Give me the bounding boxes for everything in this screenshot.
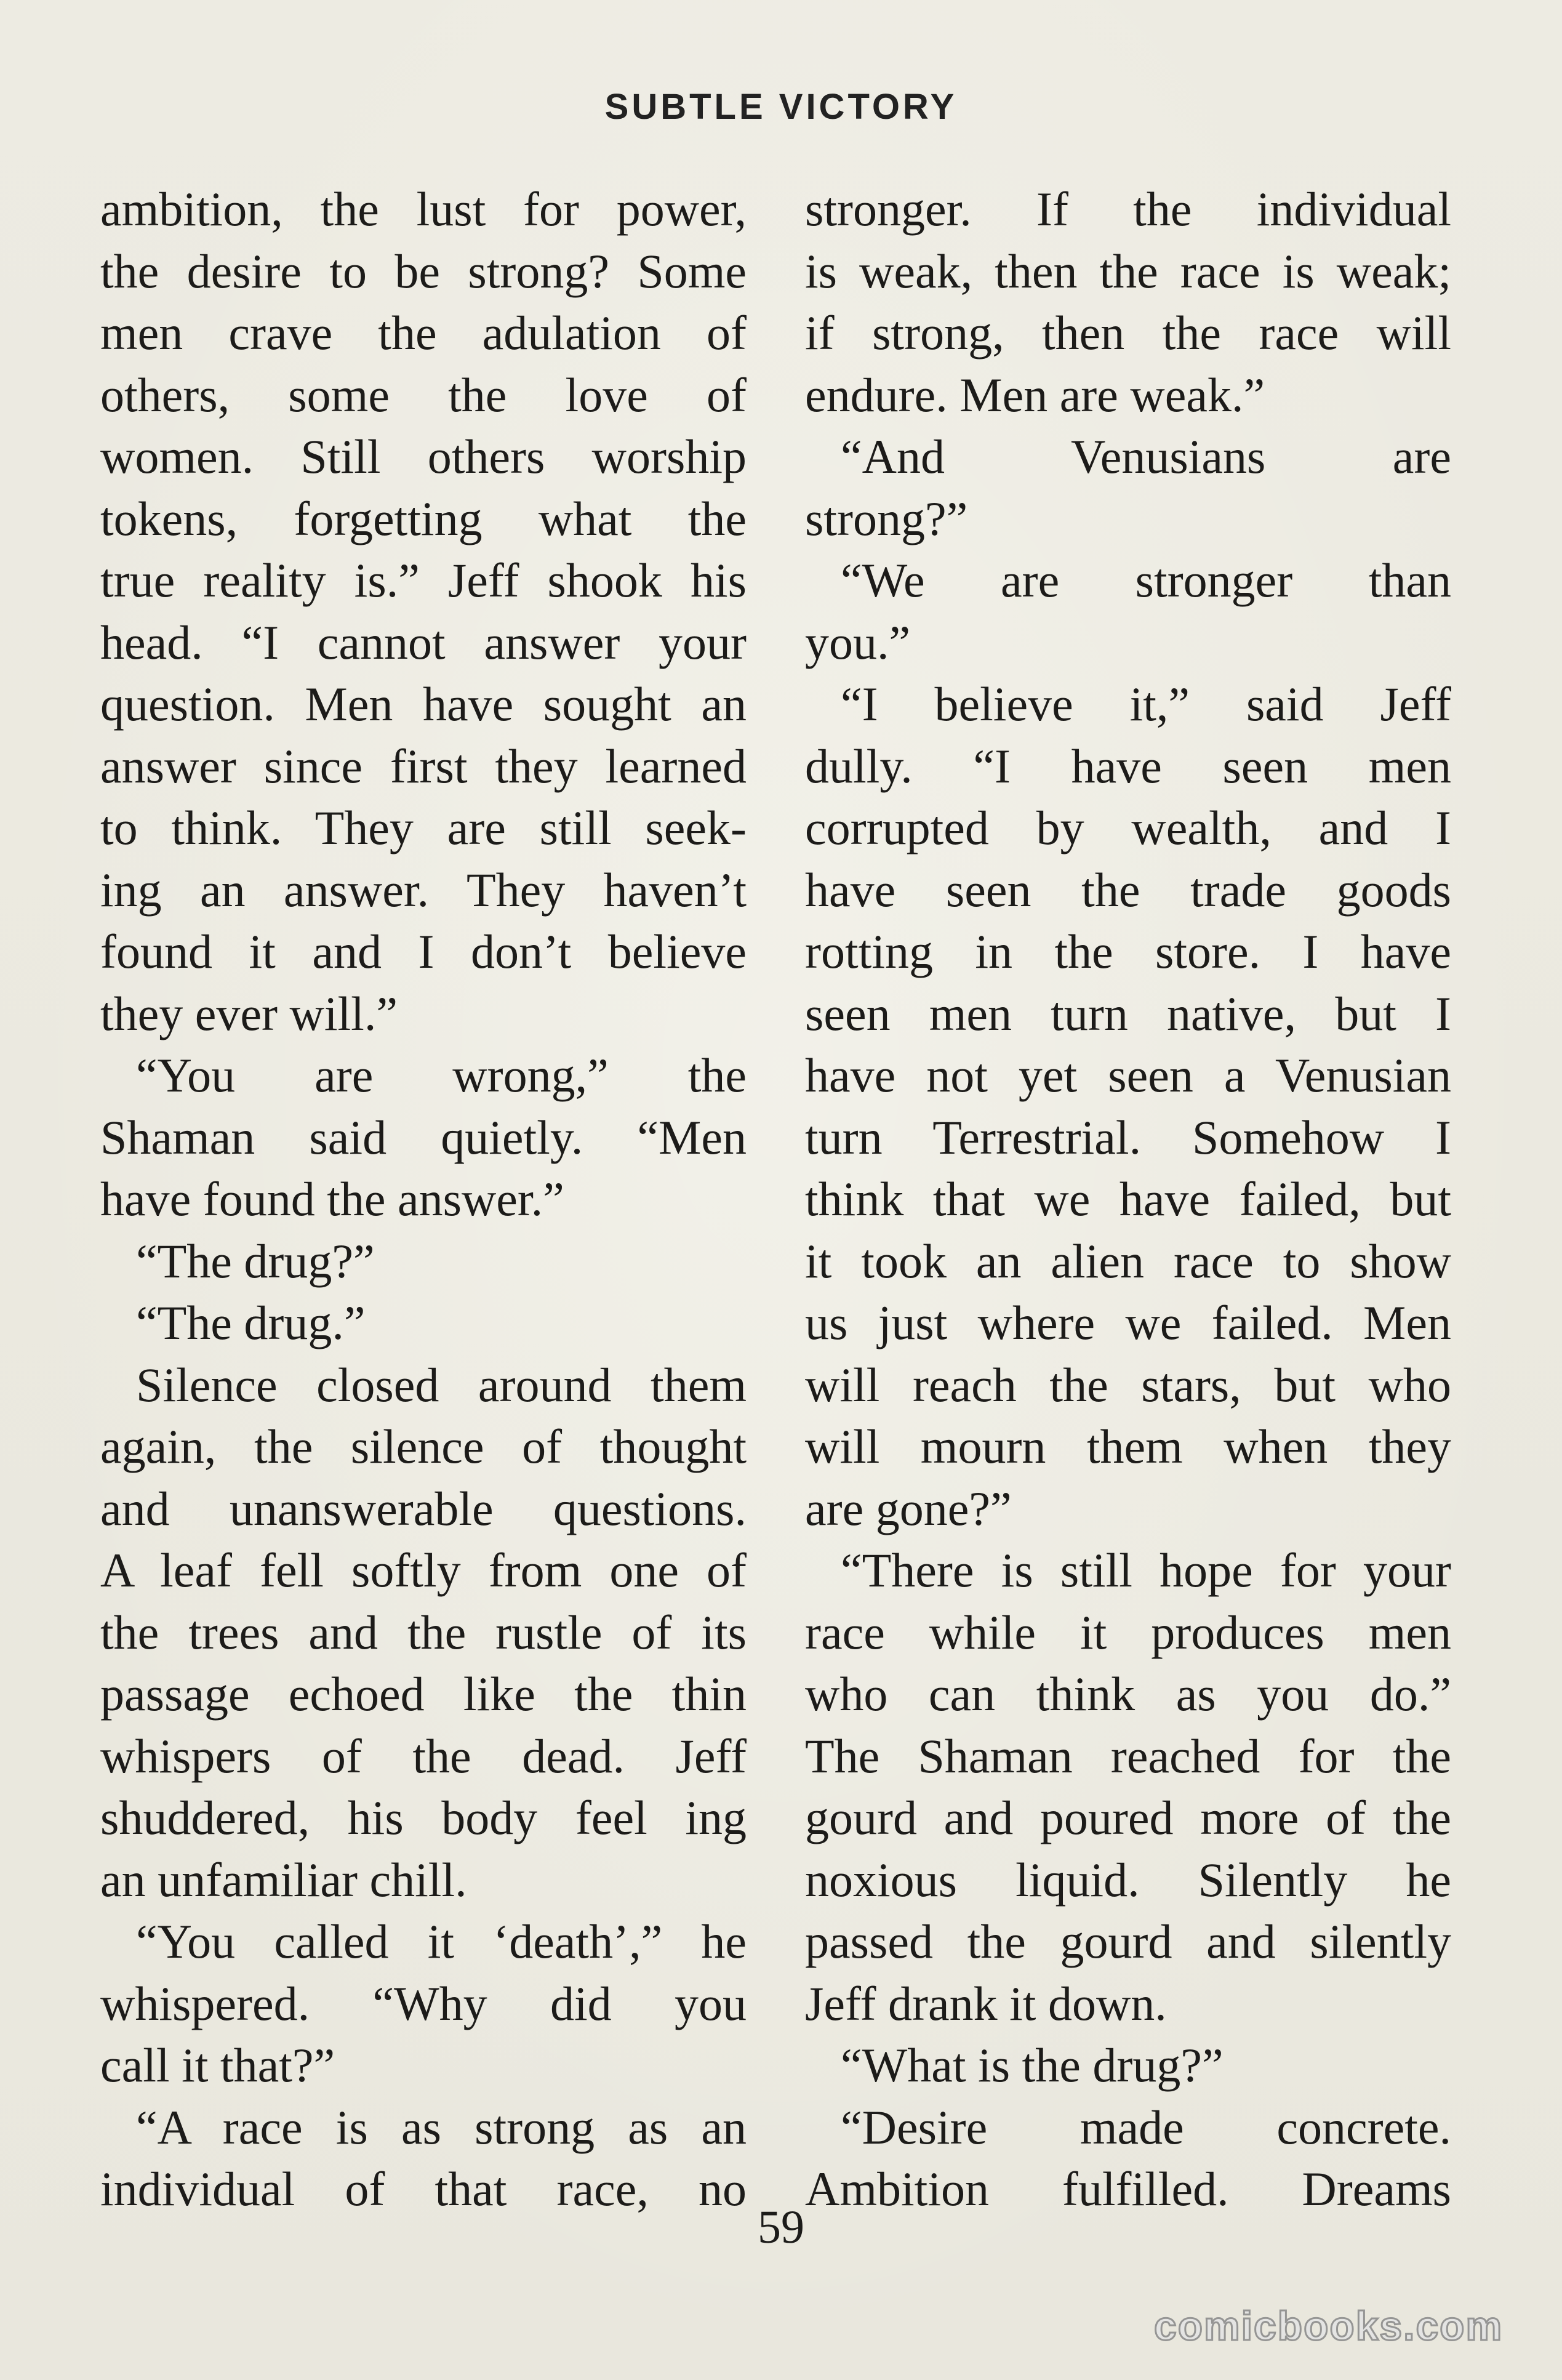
- text-line: us just where we failed. Men: [805, 1296, 1451, 1349]
- text-line: have not yet seen a Venusian: [805, 1048, 1451, 1102]
- text-line: it took an alien race to show: [805, 1234, 1451, 1288]
- text-line: you.”: [805, 615, 911, 669]
- text-line: whispered. “Why did you: [100, 1976, 747, 2030]
- text-line: will mourn them when they: [805, 1420, 1451, 1473]
- text-line: “There is still hope for your: [841, 1543, 1451, 1597]
- text-line: found it and I don’t believe: [100, 925, 747, 978]
- text-line: answer since first they learned: [100, 739, 747, 793]
- page-number: 59: [758, 2201, 804, 2253]
- text-line: ing an answer. They haven’t: [100, 862, 747, 917]
- text-line: have found the answer.”: [100, 1172, 564, 1226]
- text-line: gourd and poured more of the: [805, 1791, 1451, 1844]
- text-line: others, some the love of: [100, 368, 747, 422]
- text-line: head. “I cannot answer your: [100, 615, 747, 669]
- text-line: again, the silence of thought: [100, 1420, 747, 1473]
- text-line: strong?”: [805, 491, 968, 545]
- text-line: an unfamiliar chill.: [100, 1852, 467, 1907]
- text-line: whispers of the dead. Jeff: [100, 1729, 747, 1783]
- text-line: race while it produces men: [805, 1605, 1451, 1659]
- text-column-left: [100, 179, 747, 2221]
- text-line: shuddered, his body feel ing: [100, 1791, 747, 1844]
- text-line: the desire to be strong? Some: [100, 244, 747, 298]
- text-line: Silence closed around them: [136, 1357, 747, 1412]
- text-line: if strong, then the race will: [805, 306, 1451, 360]
- text-line: tokens, forgetting what the: [100, 491, 747, 545]
- text-line: passage echoed like the thin: [100, 1667, 747, 1721]
- text-line: A leaf fell softly from one of: [100, 1543, 747, 1597]
- text-line: ambition, the lust for power,: [100, 182, 747, 236]
- text-line: “You are wrong,” the: [136, 1048, 747, 1102]
- text-line: men crave the adulation of: [100, 306, 747, 360]
- text-line: they ever will.”: [100, 986, 398, 1040]
- text-line: Jeff drank it down.: [805, 1976, 1167, 2030]
- text-line: noxious liquid. Silently he: [805, 1852, 1451, 1907]
- text-line: will reach the stars, but who: [805, 1357, 1451, 1412]
- text-line: passed the gourd and silently: [805, 1915, 1451, 1968]
- text-line: corrupted by wealth, and I: [805, 801, 1451, 854]
- text-line: have seen the trade goods: [805, 862, 1451, 917]
- text-line: “Desire made concrete.: [841, 2100, 1451, 2154]
- text-line: the trees and the rustle of its: [100, 1605, 747, 1659]
- text-line: think that we have failed, but: [805, 1172, 1451, 1226]
- text-line: true reality is.” Jeff shook his: [100, 553, 747, 607]
- text-line: who can think as you do.”: [805, 1667, 1451, 1721]
- text-line: “A race is as strong as an: [136, 2100, 747, 2154]
- text-line: “And Venusians are: [841, 430, 1451, 483]
- text-line: turn Terrestrial. Somehow I: [805, 1110, 1451, 1164]
- text-line: dully. “I have seen men: [805, 739, 1451, 793]
- text-line: seen men turn native, but I: [805, 986, 1451, 1040]
- text-line: and unanswerable questions.: [100, 1481, 747, 1535]
- text-line: are gone?”: [805, 1481, 1012, 1535]
- text-line: “What is the drug?”: [841, 2038, 1224, 2092]
- text-line: “The drug?”: [136, 1234, 375, 1288]
- text-line: call it that?”: [100, 2038, 335, 2092]
- watermark-logo: comicbooks.com: [1154, 2303, 1504, 2349]
- text-line: “I believe it,” said Jeff: [841, 677, 1451, 731]
- text-column-right: [805, 179, 1451, 2221]
- text-line: women. Still others worship: [100, 430, 747, 483]
- text-line: to think. They are still seek-: [100, 801, 747, 854]
- text-line: rotting in the store. I have: [805, 925, 1451, 978]
- text-line: stronger. If the individual: [805, 182, 1451, 236]
- text-line: question. Men have sought an: [100, 677, 747, 731]
- text-line: The Shaman reached for the: [805, 1729, 1451, 1783]
- text-line: Ambition fulfilled. Dreams: [805, 2162, 1451, 2216]
- text-line: “You called it ‘death’,” he: [136, 1915, 747, 1968]
- text-line: “We are stronger than: [841, 553, 1451, 607]
- text-line: “The drug.”: [136, 1296, 366, 1349]
- text-line: is weak, then the race is weak;: [805, 244, 1451, 298]
- text-line: individual of that race, no: [100, 2162, 747, 2216]
- text-line: Shaman said quietly. “Men: [100, 1110, 747, 1164]
- running-head: SUBTLE VICTORY: [604, 87, 958, 127]
- text-line: endure. Men are weak.”: [805, 368, 1265, 422]
